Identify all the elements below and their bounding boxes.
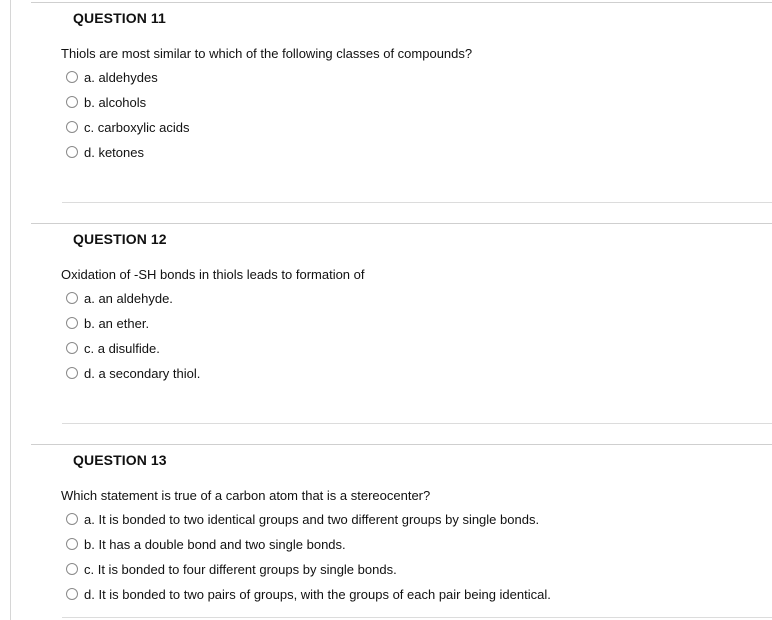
choice-d[interactable] [66,585,551,603]
choice-label: a. aldehydes [84,69,158,85]
choice-label: d. ketones [84,144,144,160]
question-divider [31,223,772,224]
radio-button[interactable] [66,563,78,575]
radio-button[interactable] [66,292,78,304]
choice-c[interactable] [66,560,397,578]
radio-button[interactable] [66,121,78,133]
choice-label: b. alcohols [84,94,147,110]
answer-area-divider [62,202,772,203]
choice-label: b. an ether. [84,315,150,331]
choice-a[interactable] [66,510,539,528]
left-border [10,0,11,620]
choice-d[interactable] [66,143,144,161]
choice-b[interactable] [66,93,146,111]
question-divider [31,444,772,445]
question-prompt: Thiols are most similar to which of the following classes of compounds? [61,46,473,61]
choice-c[interactable] [66,339,160,357]
choice-label: d. It is bonded to two pairs of groups, with the groups of each pair being identical. [84,586,551,602]
choice-label: c. a disulfide. [84,340,160,356]
answer-area-divider [62,617,772,618]
question-title: QUESTION 13 [73,452,167,468]
question-divider [31,2,772,3]
choice-b[interactable] [66,535,346,553]
answer-area-divider [62,423,772,424]
choice-label: b. It has a double bond and two single bonds. [84,536,346,552]
radio-button[interactable] [66,146,78,158]
choice-label: c. It is bonded to four different groups by single bonds. [84,561,397,577]
choice-c[interactable] [66,118,189,136]
radio-button[interactable] [66,71,78,83]
radio-button[interactable] [66,588,78,600]
choice-a[interactable] [66,289,173,307]
question-prompt: Oxidation of -SH bonds in thiols leads to formation of [61,267,365,282]
radio-button[interactable] [66,367,78,379]
question-prompt: Which statement is true of a carbon atom that is a stereocenter? [61,488,431,503]
radio-button[interactable] [66,342,78,354]
radio-button[interactable] [66,538,78,550]
radio-button[interactable] [66,96,78,108]
choice-label: c. carboxylic acids [84,119,190,135]
choice-label: d. a secondary thiol. [84,365,201,381]
choice-a[interactable] [66,68,158,86]
choice-d[interactable] [66,364,200,382]
choice-label: a. an aldehyde. [84,290,173,306]
radio-button[interactable] [66,513,78,525]
choice-b[interactable] [66,314,149,332]
question-title: QUESTION 12 [73,231,167,247]
choice-label: a. It is bonded to two identical groups and two different groups by single bonds. [84,511,540,527]
radio-button[interactable] [66,317,78,329]
question-title: QUESTION 11 [73,10,166,26]
